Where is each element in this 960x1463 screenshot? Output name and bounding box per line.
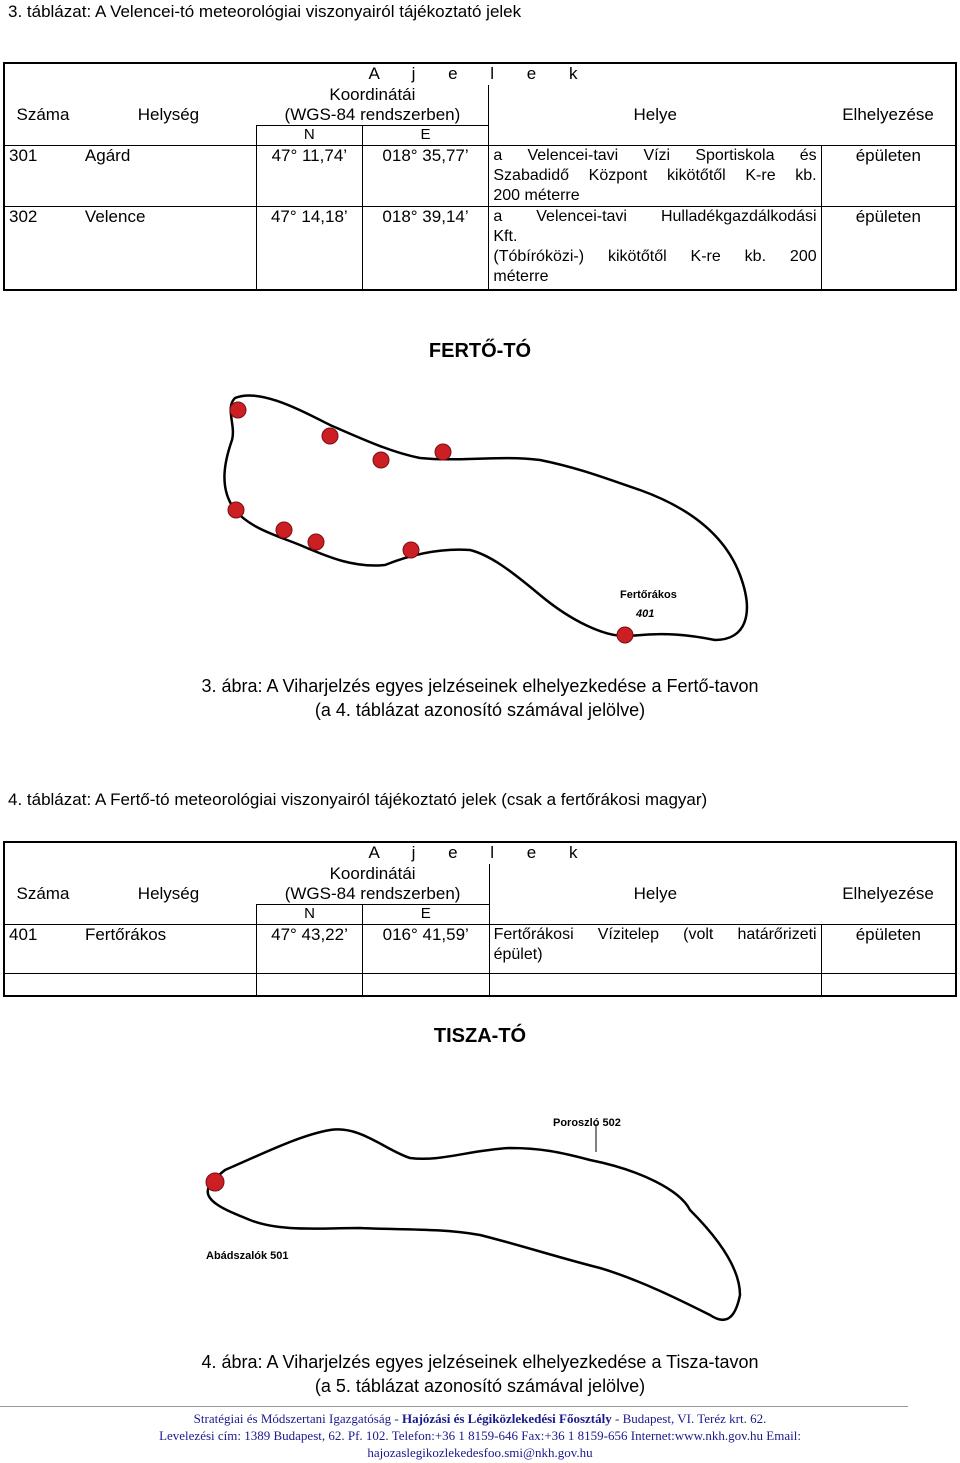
table3-header-helyseg: Helység	[137, 105, 200, 124]
table3-row2-szama: 302	[4, 207, 81, 291]
table3-row2-e: 018° 39,14’	[362, 207, 489, 291]
ferto-map-label-place: Fertőrákos	[620, 589, 677, 601]
table3-header-koord2: (WGS-84 rendszerben)	[284, 105, 461, 124]
table4-header-helye: Helye	[489, 864, 821, 925]
table3-row1-helyseg: Agárd	[81, 146, 257, 207]
table4-row1-n: 47° 43,22’	[257, 925, 363, 974]
ferto-shoreline	[224, 395, 746, 640]
table3-row1-e: 018° 35,77’	[362, 146, 489, 207]
footer-line2: Levelezési cím: 1389 Budapest, 62. Pf. 102. Telefon:+36 1 8159-646 Fax:+36 1 8159-656 Internet:www.nkh.gov.hu Email:	[159, 1428, 801, 1443]
ferto-map	[0, 380, 960, 660]
table-row	[4, 207, 956, 291]
table4-group-header: A j e l e k	[368, 843, 592, 862]
tisza-figure-caption: 4. ábra: A Viharjelzés egyes jelzéseinek elhelyezkedése a Tisza-tavon (a 5. táblázat azonosító számával jelölve)	[201, 1352, 759, 1396]
tisza-title: TISZA-TÓ	[433, 1025, 527, 1047]
table4-header-n: N	[257, 905, 363, 925]
table4-row1-szama: 401	[4, 925, 81, 974]
table3-row1-n: 47° 11,74’	[256, 146, 362, 207]
table3-header-e: E	[362, 126, 489, 146]
table4-row1-e: 016° 41,59’	[362, 925, 489, 974]
ferto-map-label-number: 401	[636, 608, 655, 620]
table3-row1-helye: a Velencei-tavi Vízi Sportiskola és Szabadidő Központ kikötőtől K-re kb. 200 méterre	[489, 146, 821, 207]
table4	[3, 841, 957, 997]
tisza-map-label-abadszalok: Abádszalók 501	[206, 1250, 289, 1262]
tisza-shoreline	[208, 1129, 740, 1319]
table4-header-koord2: (WGS-84 rendszerben)	[284, 884, 461, 903]
table3-row2-helye: a Velencei-tavi Hulladékgazdálkodási Kft. (Tóbíróközi-) kikötőtől K-re kb. 200 méterre	[489, 207, 821, 291]
table3-row1-szama: 301	[4, 146, 81, 207]
table-row	[4, 974, 956, 996]
table3-header-elhelyezese: Elhelyezése	[821, 85, 956, 146]
table3-row2-n: 47° 14,18’	[256, 207, 362, 291]
table4-header-elhelyezese: Elhelyezése	[821, 864, 956, 925]
footer-email[interactable]: hajozaslegikozlekedesfoo.smi@nkh.gov.hu	[367, 1445, 593, 1460]
table3-group-header: A j e l e k	[368, 64, 592, 83]
table3-header-helye: Helye	[489, 85, 821, 146]
table4-header-e: E	[362, 905, 489, 925]
table3-row2-helyseg: Velence	[81, 207, 257, 291]
table4-row1-elhelyezese: épületen	[821, 925, 956, 974]
table3-header-koord1: Koordinátái	[329, 85, 416, 104]
table-row	[4, 146, 956, 207]
table4-header-helyseg: Helység	[137, 884, 200, 903]
table4-caption: 4. táblázat: A Fertő-tó meteorológiai viszonyairól tájékoztató jelek (csak a fertőrákosi magyar)	[8, 790, 708, 809]
table4-row1-helyseg: Fertőrákos	[81, 925, 257, 974]
table3	[3, 62, 957, 291]
table-row	[4, 925, 956, 974]
table4-row1-helye: Fertőrákosi Vízitelep (volt határőrizeti épület)	[489, 925, 821, 974]
table4-header-koord1: Koordinátái	[329, 864, 416, 883]
table3-header-n: N	[256, 126, 362, 146]
footer-line1: Stratégiai és Módszertani Igazgatóság - Hajózási és Légiközlekedési Főosztály - Budapest, VI. Teréz krt. 62.	[193, 1411, 767, 1426]
table3-row1-elhelyezese: épületen	[821, 146, 956, 207]
tisza-map	[0, 1070, 960, 1340]
ferto-figure-caption: 3. ábra: A Viharjelzés egyes jelzéseinek elhelyezkedése a Fertő-tavon (a 4. táblázat azonosító számával jelölve)	[201, 676, 759, 720]
table3-header-szama: Száma	[4, 85, 81, 146]
table4-header-szama: Száma	[4, 864, 81, 925]
tisza-map-label-poroszlo: Poroszló 502	[553, 1117, 621, 1129]
footer-divider	[0, 1406, 908, 1407]
footer	[0, 1410, 960, 1461]
table3-caption: 3. táblázat: A Velencei-tó meteorológiai viszonyairól tájékoztató jelek	[8, 2, 522, 21]
storm-signal-marker-icon	[228, 402, 633, 643]
table3-row2-elhelyezese: épületen	[821, 207, 956, 291]
storm-signal-marker-icon	[206, 1173, 224, 1191]
ferto-title: FERTŐ-TÓ	[428, 340, 532, 362]
